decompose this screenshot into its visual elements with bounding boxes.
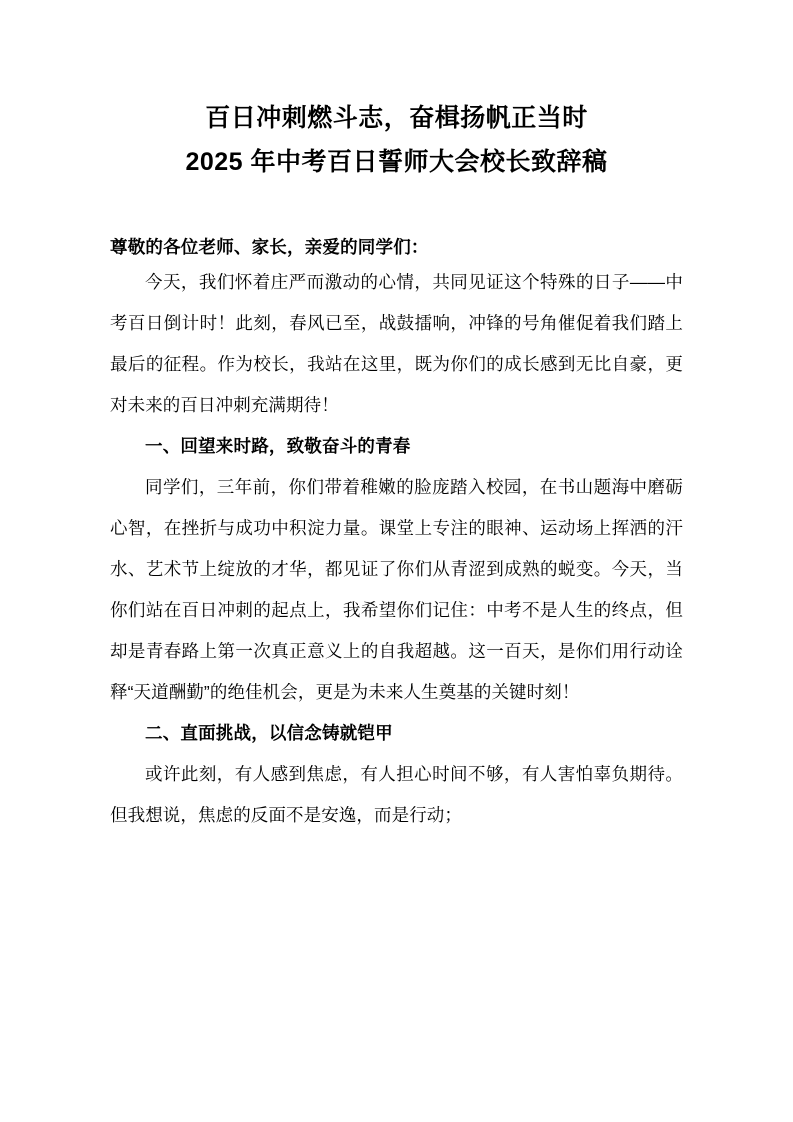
title-line-1: 百日冲刺燃斗志，奋楫扬帆正当时 <box>205 104 588 132</box>
body-paragraph: 今天，我们怀着庄严而激动的心情，共同见证这个特殊的日子——中考百日倒计时！此刻，春风已至，战鼓擂响，冲锋的号角催促着我们踏上最后的征程。作为校长，我站在这里，既为你们的成长感到无比自豪，更对未来的百日冲刺充满期待！ <box>110 272 683 415</box>
body-paragraph: 或许此刻，有人感到焦虑，有人担心时间不够，有人害怕辜负期待。但我想说，焦虑的反面不是安逸，而是行动； <box>110 764 683 825</box>
section-heading: 二、直面挑战，以信念铸就铠甲 <box>145 723 393 743</box>
page-title <box>110 96 683 184</box>
title-line-2: 2025 年中考百日誓师大会校长致辞稿 <box>185 148 608 176</box>
body-paragraph: 同学们，三年前，你们带着稚嫩的脸庞踏入校园，在书山题海中磨砺心智，在挫折与成功中积淀力量。课堂上专注的眼神、运动场上挥洒的汗水、艺术节上绽放的才华，都见证了你们从青涩到成熟的蜕变。今天，当你们站在百日冲刺的起点上，我希望你们记住：中考不是人生的终点，但却是青春路上第一次真正意义上的自我超越。这一百天，是你们用行动诠释“天道酬勤”的绝佳机会，更是为未来人生奠基的关键时刻！ <box>110 477 683 702</box>
section-heading: 一、回望来时路，致敬奋斗的青春 <box>145 436 411 456</box>
salutation: 尊敬的各位老师、家长，亲爱的同学们： <box>110 237 429 257</box>
